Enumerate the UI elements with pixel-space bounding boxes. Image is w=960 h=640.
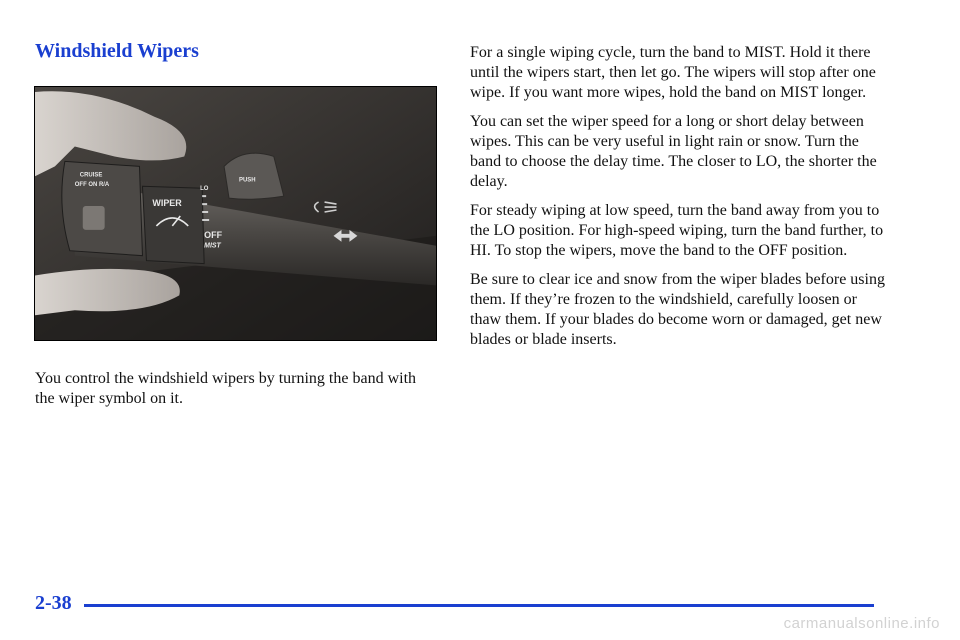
wiper-stalk-photo bbox=[35, 87, 436, 340]
paragraph-care: Be sure to clear ice and snow from the wiper blades before using them. If they’re frozen to the windshield, carefully loosen or thaw them. If your blades do become worn or damaged, get new blades or blade inserts. bbox=[470, 271, 885, 348]
cruise-positions-label: OFF ON R/A bbox=[74, 182, 110, 189]
cruise-label: CRUISE bbox=[79, 172, 103, 179]
push-button bbox=[224, 153, 284, 199]
figure-caption: You control the windshield wipers by turning the band with the wiper symbol on it. bbox=[35, 370, 417, 407]
footer-rule bbox=[84, 604, 874, 607]
watermark: carmanualsonline.info bbox=[783, 615, 940, 632]
paragraph-delay: You can set the wiper speed for a long or short delay between wipes. This can be very useful in light rain or snow. Turn the band to choose the delay time. The closer to LO, the shorter the delay. bbox=[470, 113, 877, 190]
mist-label: MIST bbox=[204, 242, 221, 250]
page-number: 2-38 bbox=[35, 592, 72, 614]
off-label: OFF bbox=[204, 229, 223, 240]
push-label: PUSH bbox=[238, 177, 256, 184]
wiper-label: WIPER bbox=[152, 198, 182, 209]
wiper-stalk-illustration bbox=[34, 86, 437, 341]
cruise-slider bbox=[83, 206, 105, 230]
paragraph-mist: For a single wiping cycle, turn the band to MIST. Hold it there until the wipers start, then let go. The wipers will stop after one wipe. If you want more wipes, hold the band on MIST longer. bbox=[470, 44, 876, 101]
section-title: Windshield Wipers bbox=[35, 40, 199, 62]
lo-label: LO bbox=[200, 186, 209, 193]
body-text-column bbox=[470, 43, 890, 359]
paragraph-speed: For steady wiping at low speed, turn the band away from you to the LO position. For high-speed wiping, turn the band further, to HI. To stop the wipers, move the band to the OFF position. bbox=[470, 202, 884, 259]
